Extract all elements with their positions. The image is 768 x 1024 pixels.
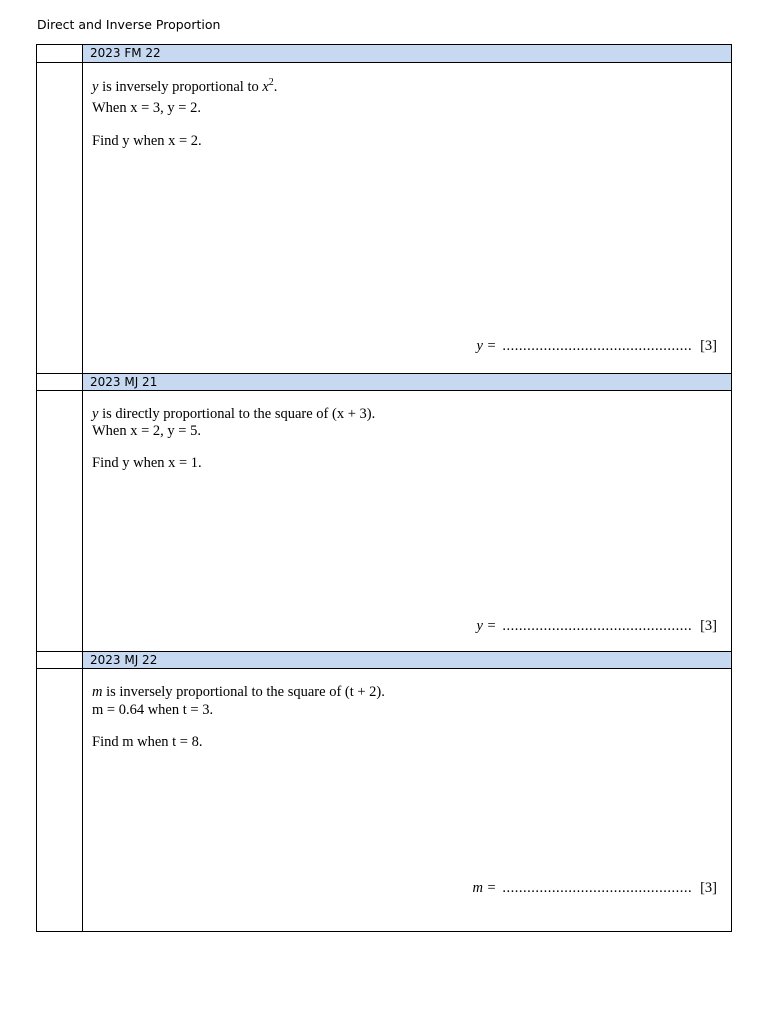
question-code-3: 2023 MJ 22: [83, 652, 731, 668]
question-number-column: [37, 45, 83, 931]
question-1-answer-line[interactable]: [476, 338, 717, 355]
question-3-answer-label: m =: [472, 880, 497, 896]
question-1-condition: When x = 3, y = 2.: [92, 100, 201, 116]
question-3-task: Find m when t = 8.: [92, 734, 203, 750]
question-1-marks: [3]: [700, 338, 717, 354]
question-table: [36, 44, 732, 932]
question-number-cell-3: [37, 652, 83, 668]
question-1-answer-label: y =: [476, 338, 497, 354]
question-number-cell-1: [37, 45, 83, 62]
question-1-statement: [92, 79, 277, 96]
question-number-cell-2: [37, 374, 83, 390]
question-1-answer-space[interactable]: ..............................................: [502, 338, 693, 354]
question-2-marks: [3]: [700, 618, 717, 634]
question-3-answer-line[interactable]: [472, 880, 717, 897]
question-1-statement-text: is inversely proportional to: [98, 79, 263, 95]
question-2-answer-space[interactable]: ..............................................: [502, 618, 693, 634]
question-1-task: Find y when x = 2.: [92, 133, 202, 149]
question-3-answer-space[interactable]: ..............................................: [502, 880, 693, 896]
question-section-2: [83, 373, 731, 651]
question-header-2: [37, 373, 731, 391]
question-code-1: 2023 FM 22: [83, 45, 731, 62]
question-section-3: [83, 651, 731, 931]
question-2-statement: [92, 406, 375, 423]
question-1-variable: y: [92, 79, 99, 95]
question-section-1: [83, 45, 731, 373]
question-1-exponent: 2: [268, 77, 274, 88]
question-code-2: 2023 MJ 21: [83, 374, 731, 390]
question-2-answer-label: y =: [476, 618, 497, 634]
question-3-statement-text: is inversely proportional to the square of (t + 2).: [102, 684, 385, 700]
question-3-statement: [92, 684, 385, 701]
question-2-answer-line[interactable]: [476, 618, 717, 635]
question-2-task: Find y when x = 1.: [92, 455, 202, 471]
question-3-marks: [3]: [700, 880, 717, 896]
question-1-expression-variable: x: [262, 79, 269, 95]
question-3-variable: m: [92, 684, 103, 700]
question-3-condition: m = 0.64 when t = 3.: [92, 702, 214, 718]
question-header-3: [37, 651, 731, 669]
question-1-statement-end: .: [273, 79, 278, 95]
question-2-statement-text: is directly proportional to the square of (x + 3).: [98, 406, 376, 422]
question-header-1: [37, 45, 731, 63]
document-title: Direct and Inverse Proportion: [37, 17, 221, 32]
question-2-variable: y: [92, 406, 99, 422]
question-2-condition: When x = 2, y = 5.: [92, 423, 201, 439]
